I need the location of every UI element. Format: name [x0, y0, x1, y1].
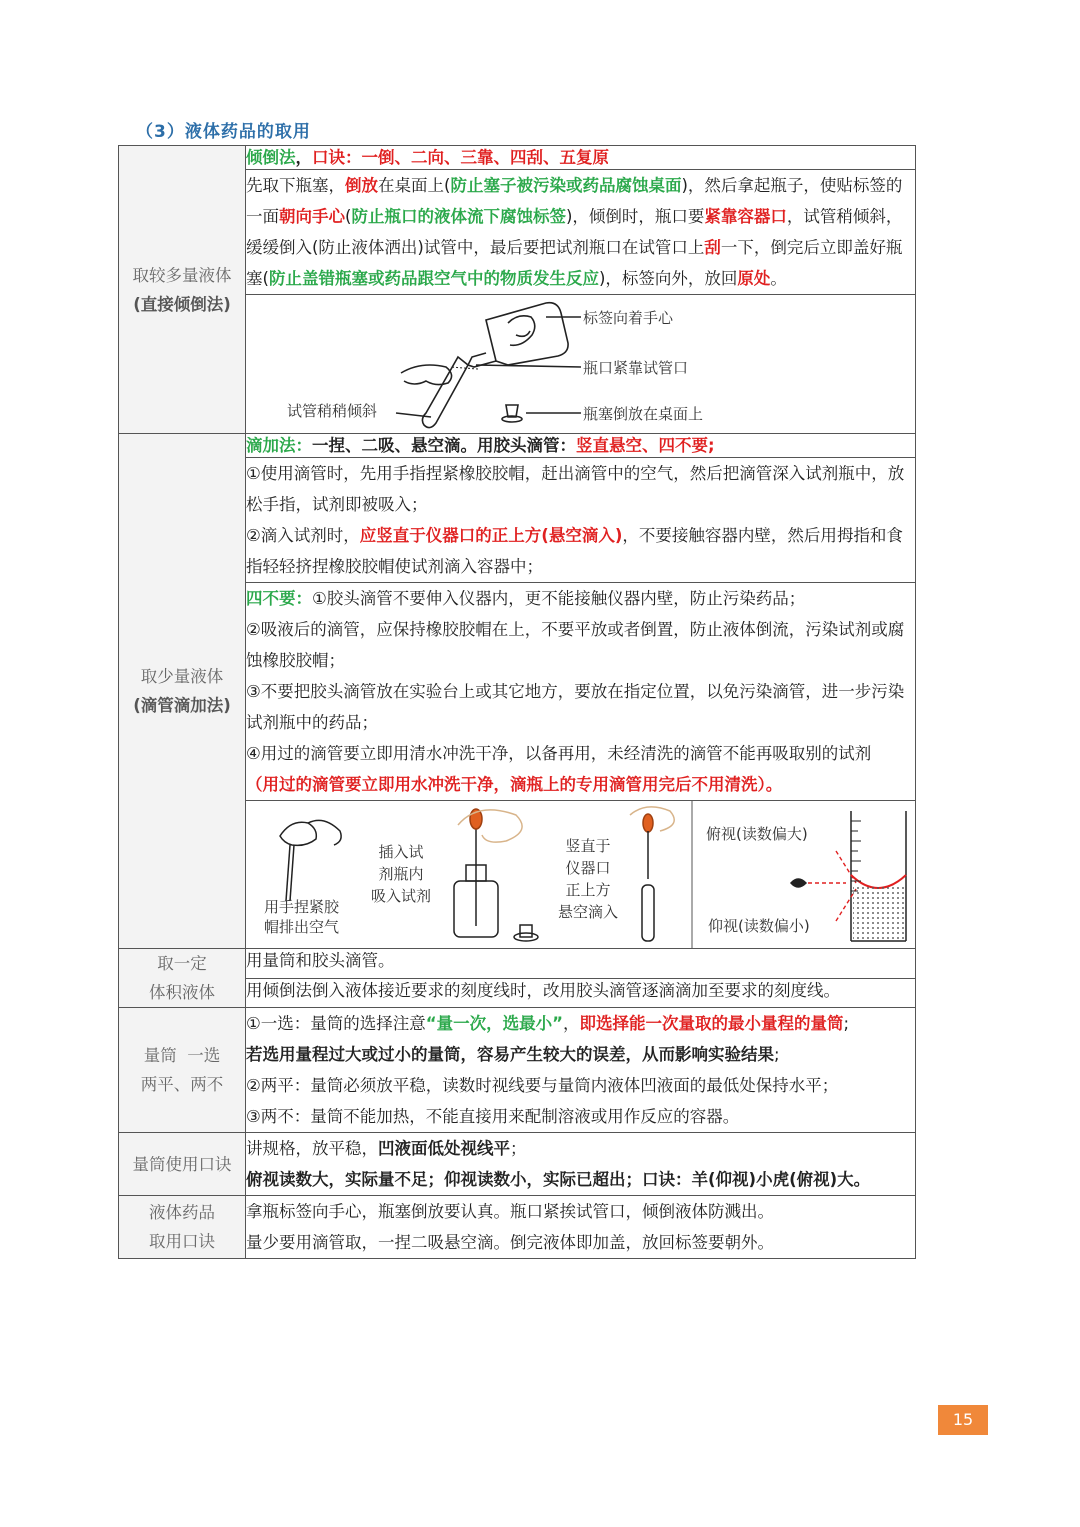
pour-label-sub: (直接倾倒法) — [133, 294, 231, 314]
drop-step-2-c: ，不要接触容器内壁，然后用拇指和食指轻轻挤捏橡胶胶帽使试剂滴入容器中； — [246, 526, 903, 576]
cyl-l2: 若选用量程过大或过小的量筒，容易产生较大的误差，从而影响实验结果 — [246, 1045, 774, 1064]
drop-label-sub: (滴管滴加法) — [133, 696, 231, 715]
fig-label-vertical: 竖直于 仪器口 正上方 悬空滴入 — [558, 837, 619, 921]
pour-body-segment: 紧靠容器口 — [704, 207, 787, 226]
row-label-rhyme: 液体药品 取用口诀 — [119, 1196, 246, 1259]
pour-header-method: 倾倒法 — [246, 148, 296, 167]
usage-body — [246, 1133, 916, 1196]
pour-body-text — [246, 176, 902, 288]
cylinder-line-2 — [246, 1039, 915, 1070]
pour-body-segment: 防止瓶口的液体流下腐蚀标签 — [351, 207, 566, 226]
drop-label-main: 取少量液体 — [140, 667, 224, 686]
pour-body-segment: )，然后拿起瓶子，使贴标签的一面 — [246, 176, 903, 226]
pour-body-segment: 防止盖错瓶塞或药品跟空气中的物质发生反应 — [268, 269, 599, 288]
cylinder-line-1 — [246, 1008, 915, 1039]
drop-header-key: 竖直悬空、四不要; — [576, 436, 715, 455]
usage-r1b: 凹液面低处视线平 — [378, 1139, 510, 1158]
fig-label-tilt: 试管稍稍倾斜 — [287, 402, 378, 420]
cyl-l1e: ; — [843, 1014, 850, 1033]
pour-body-segment: 一下，倒完后立即盖好瓶塞( — [246, 238, 903, 288]
cyl-l1a: ①一选：量筒的选择注意 — [246, 1014, 426, 1033]
pour-figure-cell — [246, 295, 916, 434]
four-not-5: （用过的滴管要立即用水冲洗干净，滴瓶上的专用滴管用完后不用清洗）。 — [246, 775, 783, 794]
cyl-l1d: 即选择能一次量取的最小量程的量筒 — [579, 1014, 844, 1033]
fig-label-look-down: 俯视(读数偏大) — [706, 825, 808, 843]
four-not-4: ④用过的滴管要立即用清水冲洗干净，以备再用，未经清洗的滴管不能再吸取别的试剂 — [246, 744, 872, 763]
section-title: （3）液体药品的取用 — [136, 122, 311, 142]
rhyme-body — [246, 1196, 916, 1259]
cylinder-line-3: ②两平：量筒必须放平稳，读数时视线要与量筒内液体凹液面的最低处保持水平； — [246, 1076, 839, 1095]
usage-line-1 — [246, 1133, 915, 1164]
liquid-handling-table — [118, 145, 916, 1259]
page-number: 15 — [938, 1405, 988, 1435]
drop-step-2-b: 应竖直于仪器口的正上方(悬空滴入) — [359, 526, 623, 545]
pour-body — [246, 170, 916, 295]
four-not-head: 四不要： — [246, 589, 312, 608]
pour-body-segment: 防止塞子被污染或药品腐蚀桌面 — [450, 176, 682, 195]
row-label-pour — [119, 146, 246, 434]
fig-label-palm: 标签向着手心 — [583, 309, 674, 327]
fig-label-look-up: 仰视(读数偏小) — [708, 917, 810, 935]
cylinder-line-4: ③两不：量筒不能加热，不能直接用来配制溶液或用作反应的容器。 — [246, 1107, 740, 1126]
pour-header — [246, 146, 916, 170]
pour-header-comma: ， — [295, 148, 312, 167]
pour-body-segment: 刮 — [704, 238, 721, 257]
drop-figure — [246, 801, 915, 948]
drop-step-2 — [246, 520, 915, 582]
cyl-l1c: ， — [563, 1014, 580, 1033]
row-label-usage: 量筒使用口诀 — [119, 1133, 246, 1196]
drop-header-rhyme: 一捏、二吸、悬空滴。用胶头滴管： — [312, 436, 576, 455]
cyl-l1b: “量一次，选最小” — [425, 1014, 563, 1033]
pour-body-segment: 。 — [770, 269, 787, 288]
cyl-l2e: ; — [774, 1045, 780, 1064]
drop-steps — [246, 458, 916, 583]
pour-header-rhyme: 口诀：一倒、二向、三靠、四刮、五复原 — [312, 148, 609, 167]
row-label-cylinder: 量筒 一选 两平、两不 — [119, 1008, 246, 1133]
fig-label-squeeze: 用手捏紧胶 帽排出空气 — [264, 898, 340, 936]
row-label-volume: 取一定 体积液体 — [119, 949, 246, 1008]
cylinder-body — [246, 1008, 916, 1133]
pour-body-segment: 在桌面上( — [378, 176, 451, 195]
pour-body-segment: 先取下瓶塞， — [246, 176, 345, 195]
four-not-3: ③不要把胶头滴管放在实验台上或其它地方，要放在指定位置，以免污染滴管，进一步污染试剂瓶中的药品； — [246, 682, 905, 732]
volume-row-2: 用倾倒法倒入液体接近要求的刻度线时，改用胶头滴管逐滴滴加至要求的刻度线。 — [246, 978, 916, 1008]
fig-label-insert: 插入试 剂瓶内 吸入试剂 — [371, 843, 432, 905]
pour-body-segment: )，标签向外，放回 — [598, 269, 738, 288]
pour-body-segment: ，试管稍倾斜，缓缓倒入(防止液体洒出)试管中，最后要把试剂瓶口在试管口上 — [246, 207, 903, 257]
four-not-2: ②吸液后的滴管，应保持橡胶胶帽在上，不要平放或者倒置，防止液体倒流，污染试剂或腐蚀橡胶胶帽； — [246, 620, 905, 670]
usage-line-2: 俯视读数大，实际量不足；仰视读数小，实际已超出；口诀：羊(仰视)小虎(俯视)大。 — [246, 1170, 871, 1189]
usage-r1c: ； — [510, 1139, 527, 1158]
drop-four-not — [246, 583, 916, 801]
drop-step-2-a: ②滴入试剂时， — [246, 526, 360, 545]
volume-row-1: 用量筒和胶头滴管。 — [246, 949, 916, 979]
fig-label-mouth: 瓶口紧靠试管口 — [583, 359, 689, 377]
pour-body-segment: 原处 — [737, 269, 771, 288]
usage-r1a: 讲规格，放平稳， — [246, 1139, 378, 1158]
fig-label-stopper: 瓶塞倒放在桌面上 — [583, 405, 704, 423]
drop-header — [246, 434, 916, 458]
rhyme-line-1: 拿瓶标签向手心，瓶塞倒放要认真。瓶口紧挨试管口，倾倒液体防溅出。 — [246, 1202, 774, 1221]
four-not-1 — [246, 583, 915, 614]
drop-header-method: 滴加法： — [246, 436, 312, 455]
row-label-drop — [119, 434, 246, 949]
pour-figure — [246, 295, 915, 433]
drop-step-1: ①使用滴管时，先用手指捏紧橡胶胶帽，赶出滴管中的空气，然后把滴管深入试剂瓶中，放松手指，试剂即被吸入； — [246, 464, 905, 514]
drop-figure-cell — [246, 801, 916, 949]
pour-body-segment: 朝向手心 — [279, 207, 345, 226]
pour-body-segment: 倒放 — [345, 176, 378, 195]
pour-body-segment: ( — [345, 207, 352, 226]
rhyme-line-2: 量少要用滴管取，一捏二吸悬空滴。倒完液体即加盖，放回标签要朝外。 — [246, 1233, 774, 1252]
pour-body-segment: )，倾倒时，瓶口要 — [565, 207, 705, 226]
pour-label-main: 取较多量液体 — [132, 265, 232, 285]
four-not-1-text: ①胶头滴管不要伸入仪器内，更不能接触仪器内壁，防止污染药品； — [312, 589, 806, 608]
